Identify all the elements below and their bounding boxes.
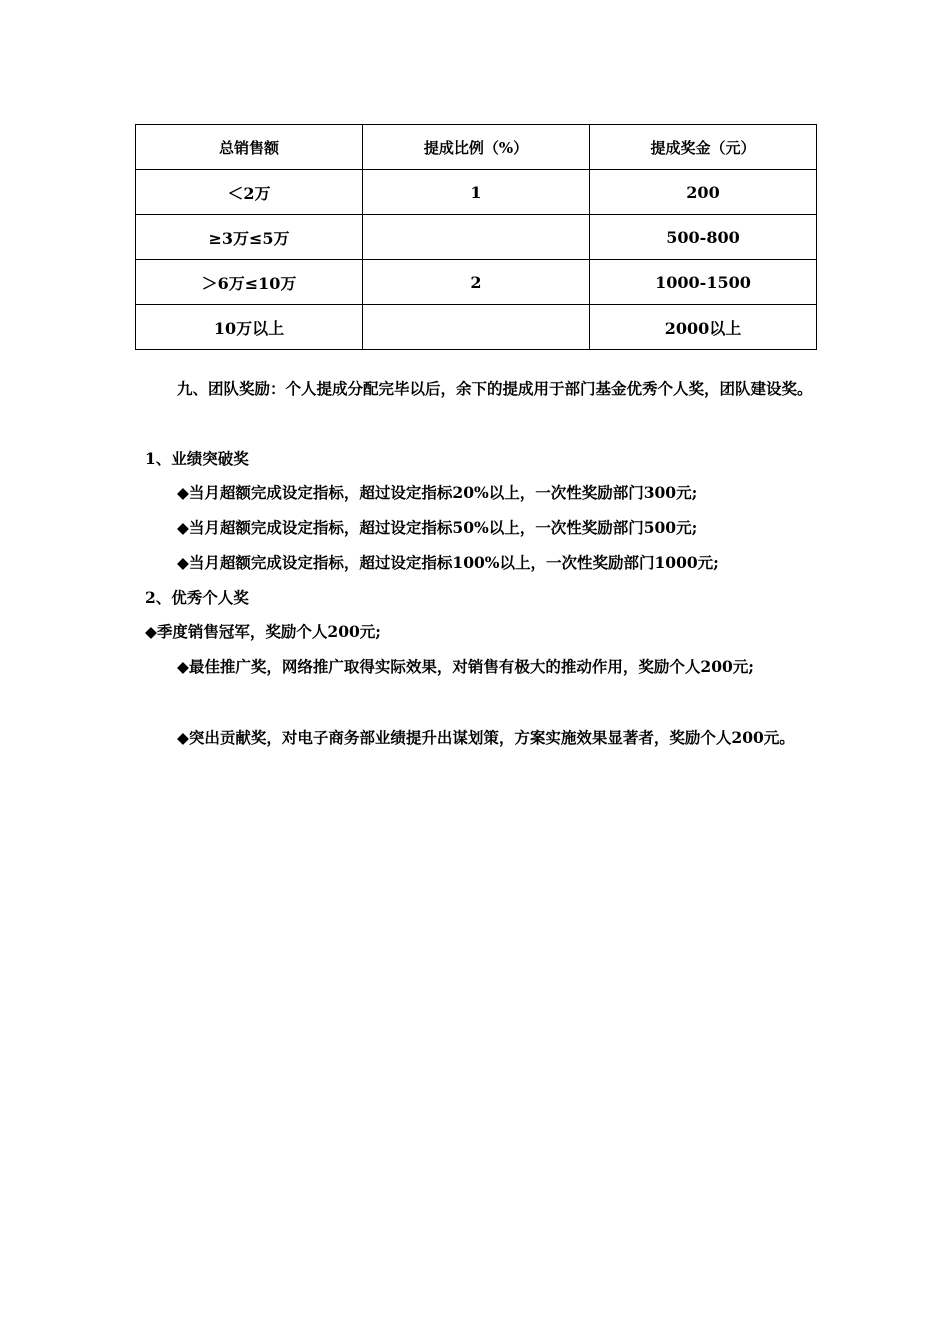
header-commission-rate: 提成比例（%） [363, 125, 590, 170]
cell-commission-bonus: 200 [590, 170, 817, 215]
item1-bullet-20: ◆当月超额完成设定指标，超过设定指标20%以上，一次性奖励部门300元; [177, 483, 698, 502]
table-row [136, 305, 817, 350]
cell-total-sales: ≥3万≤5万 [136, 215, 363, 260]
header-commission-bonus: 提成奖金（元） [590, 125, 817, 170]
item2-title: 2、优秀个人奖 [145, 588, 249, 607]
table-row [136, 170, 817, 215]
header-total-sales: 总销售额 [136, 125, 363, 170]
cell-commission-rate [363, 215, 590, 260]
table-header-row [136, 125, 817, 170]
item2-bullet-quarter: ◆季度销售冠军，奖励个人200元; [145, 622, 381, 641]
commission-table [135, 124, 817, 350]
cell-total-sales: ＜2万 [136, 170, 363, 215]
cell-commission-bonus: 1000-1500 [590, 260, 817, 305]
item2-bullet-promo: ◆最佳推广奖，网络推广取得实际效果，对销售有极大的推动作用，奖励个人200元; [177, 657, 754, 676]
table-row [136, 215, 817, 260]
cell-commission-rate: 2 [363, 260, 590, 305]
cell-total-sales: ＞6万≤10万 [136, 260, 363, 305]
cell-commission-bonus: 500-800 [590, 215, 817, 260]
item1-bullet-50: ◆当月超额完成设定指标，超过设定指标50%以上，一次性奖励部门500元; [177, 518, 698, 537]
cell-total-sales: 10万以上 [136, 305, 363, 350]
table-row [136, 260, 817, 305]
item2-bullet-contrib: ◆突出贡献奖，对电子商务部业绩提升出谋划策，方案实施效果显著者，奖励个人200元。 [177, 728, 795, 747]
cell-commission-rate [363, 305, 590, 350]
section9-paragraph: 九、团队奖励：个人提成分配完毕以后，余下的提成用于部门基金优秀个人奖，团队建设奖。 [177, 379, 813, 398]
item1-bullet-100: ◆当月超额完成设定指标，超过设定指标100%以上，一次性奖励部门1000元; [177, 553, 719, 572]
cell-commission-bonus: 2000以上 [590, 305, 817, 350]
item1-title: 1、业绩突破奖 [145, 449, 249, 468]
cell-commission-rate: 1 [363, 170, 590, 215]
